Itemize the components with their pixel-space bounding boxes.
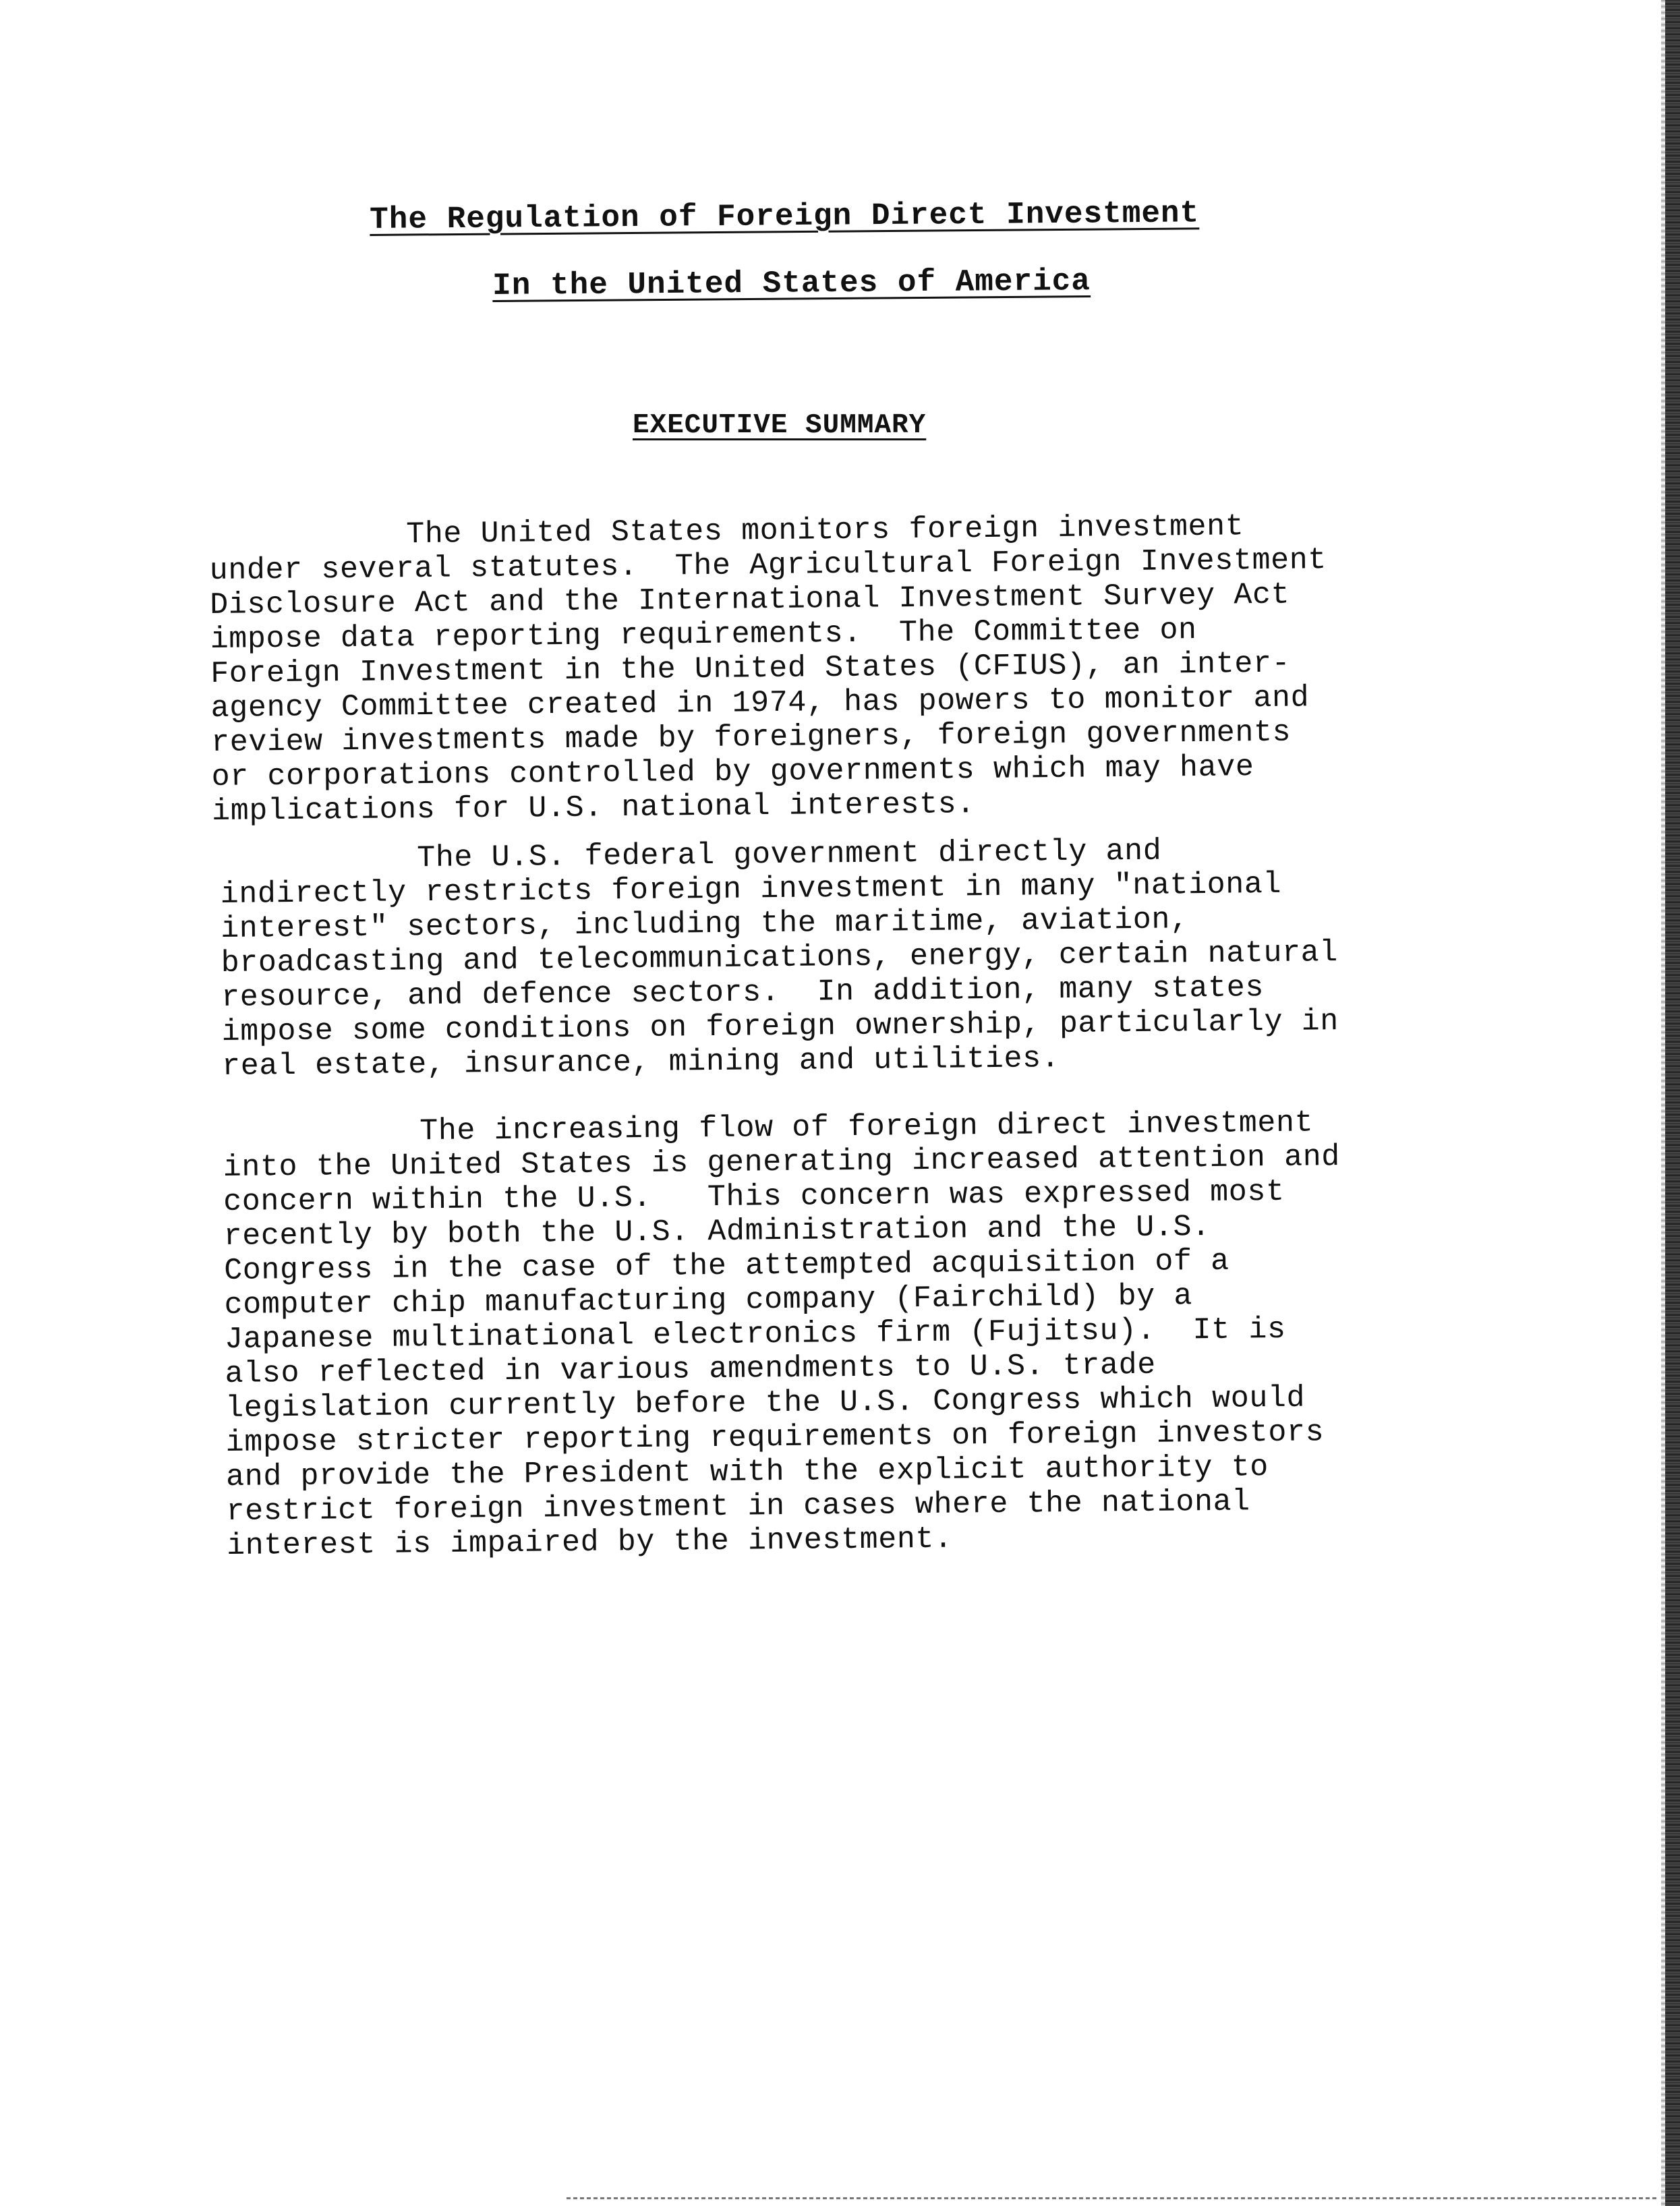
paragraph-line: The increasing flow of foreign direct investment xyxy=(419,1105,1314,1149)
paragraph-line: Congress in the case of the attempted acquisition of a xyxy=(223,1244,1230,1288)
paragraph-line: or corporations controlled by governments which may have xyxy=(211,750,1254,794)
paragraph-line: concern within the U.S. This concern was expressed most xyxy=(223,1174,1285,1219)
scan-bottom-edge xyxy=(567,2197,1659,2199)
paragraph-line: broadcasting and telecommunications, energy, certain natural xyxy=(221,935,1339,981)
document-title-line-2: In the United States of America xyxy=(492,264,1091,303)
scan-edge-noise xyxy=(1661,0,1665,2206)
paragraph-line: and provide the President with the explicit authority to xyxy=(225,1450,1269,1494)
section-heading-executive-summary: EXECUTIVE SUMMARY xyxy=(633,410,927,441)
paragraph-line: Foreign Investment in the United States (CFIUS), an inter- xyxy=(210,646,1291,691)
paragraph-line: interest is impaired by the investment. xyxy=(226,1521,953,1563)
paragraph-line: real estate, insurance, mining and utilities. xyxy=(221,1041,1060,1084)
paragraph-line: review investments made by foreigners, foreign governments xyxy=(210,715,1292,760)
paragraph-line: impose some conditions on foreign ownership, particularly in xyxy=(221,1004,1339,1049)
paragraph-line: The United States monitors foreign investment xyxy=(405,509,1244,552)
paragraph-line: legislation currently before the U.S. Congress which would xyxy=(225,1381,1306,1426)
paragraph-line: indirectly restricts foreign investment in many "national xyxy=(220,867,1282,912)
paragraph-line: recently by both the U.S. Administration and the U.S. xyxy=(223,1209,1211,1254)
paragraph-line: under several statutes. The Agricultural Foreign Investment xyxy=(209,543,1327,588)
paragraph-line: impose stricter reporting requirements on foreign investors xyxy=(225,1415,1325,1460)
paragraph-line: implications for U.S. national interests. xyxy=(211,787,976,829)
paragraph-1 xyxy=(209,509,1329,829)
paragraph-line: also reflected in various amendments to U.S. trade xyxy=(225,1347,1157,1391)
paragraph-line: computer chip manufacturing company (Fairchild) by a xyxy=(224,1279,1193,1323)
paragraph-line: impose data reporting requirements. The Committee on xyxy=(210,612,1197,657)
paragraph-line: Disclosure Act and the International Investment Survey Act xyxy=(209,577,1290,622)
document-title-line-1: The Regulation of Foreign Direct Investment xyxy=(370,196,1200,237)
paragraph-line: agency Committee created in 1974, has powers to monitor and xyxy=(210,680,1310,726)
paragraph-line: resource, and defence sectors. In addition, many states xyxy=(221,970,1265,1015)
paragraph-line: restrict foreign investment in cases where the national xyxy=(226,1484,1251,1529)
paragraph-line: The U.S. federal government directly and xyxy=(416,834,1162,876)
scan-edge-shadow xyxy=(1665,0,1680,2206)
paragraph-line: interest" sectors, including the maritime, aviation, xyxy=(220,902,1189,946)
paragraph-2 xyxy=(220,832,1339,1084)
paragraph-3 xyxy=(223,1105,1344,1563)
paragraph-line: into the United States is generating increased attention and xyxy=(223,1140,1341,1185)
paragraph-line: Japanese multinational electronics firm (Fujitsu). It is xyxy=(224,1312,1286,1357)
